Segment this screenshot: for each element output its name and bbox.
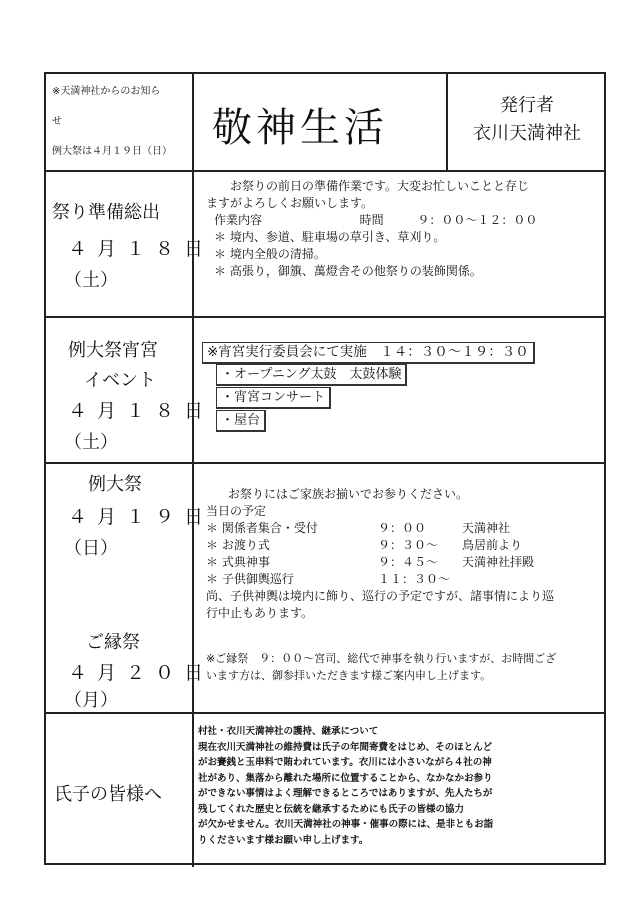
schedule-row bbox=[206, 537, 602, 554]
eve-headline: ※宵宮実行委員会にて実施 １４：３０～１９：３０ bbox=[202, 342, 535, 364]
schedule-name: ＊ お渡り式 bbox=[206, 538, 270, 552]
schedule-time: ９：００ bbox=[378, 521, 427, 535]
goen-label: ご縁祭 bbox=[86, 632, 140, 653]
festival-label: 例大祭 bbox=[88, 474, 142, 495]
page-title: 敬神生活 bbox=[212, 105, 388, 151]
goen-text-1: ※ご縁祭 ９：００～宮司、総代で神事を執り行いますが、お時間ござ bbox=[206, 652, 557, 665]
schedule-place: 鳥居前より bbox=[462, 538, 523, 552]
row-divider-2 bbox=[46, 316, 604, 318]
parishioners-line: 村社・衣川天満神社の護持、継承について bbox=[198, 726, 379, 737]
schedule-name: ＊ 子供御輿巡行 bbox=[206, 572, 294, 586]
parishioners-line: 社があり、集落から離れた場所に位置することから、なかなかお参り bbox=[198, 772, 493, 784]
time-value: ９：００～１２：００ bbox=[417, 213, 538, 227]
parishioners-line: ができない事情はよく理解できるところではありますが、先人たちが bbox=[198, 788, 493, 799]
prep-item: ＊ 境内全般の清掃。 bbox=[214, 247, 326, 261]
row-divider-1 bbox=[46, 170, 604, 172]
eve-date: ４月１８日 bbox=[68, 400, 214, 422]
schedule-row bbox=[206, 554, 602, 571]
eve-item: ・屋台 bbox=[216, 410, 266, 432]
prep-intro-1: お祭りの前日の準備作業です。大変お忙しいことと存じ bbox=[230, 179, 530, 193]
schedule-time: １１：３０～ bbox=[378, 572, 451, 586]
schedule-place: 天満神社拝殿 bbox=[462, 555, 535, 569]
goen-date: ４月２０日 bbox=[68, 662, 214, 684]
festival-note-1: 尚、子供神輿は境内に飾り、巡行の予定ですが、諸事情により巡 bbox=[206, 589, 555, 603]
publisher-name: 衣川天満神社 bbox=[473, 123, 581, 144]
goen-text-2: います方は、御参拝いただきます様ご案内申し上げます。 bbox=[206, 669, 492, 682]
parishioners-line: が欠かせません。衣川天満神社の神事・催事の際には、是非ともお詣 bbox=[198, 819, 494, 830]
work-label: 作業内容 bbox=[214, 213, 263, 227]
festival-weekday: （日） bbox=[64, 538, 118, 559]
festival-note-2: 行中止もあります。 bbox=[206, 606, 314, 620]
eve-label-1: 例大祭宵宮 bbox=[68, 340, 158, 361]
column-divider bbox=[192, 74, 194, 867]
time-label: 時間 bbox=[359, 213, 384, 227]
festival-content bbox=[206, 486, 602, 622]
prep-content bbox=[206, 178, 602, 280]
eve-item: ・宵宮コンサート bbox=[216, 387, 331, 409]
publisher-label: 発行者 bbox=[500, 95, 554, 116]
publisher bbox=[448, 92, 606, 148]
festival-intro: お祭りにはご家族お揃いでお参りください。 bbox=[228, 487, 469, 501]
prep-item: ＊ 高張り，御籏、萬燈舎その他祭りの装飾関係。 bbox=[214, 264, 482, 278]
parishioners-content bbox=[198, 724, 604, 848]
eve-weekday: （土） bbox=[64, 432, 118, 453]
newsletter-page bbox=[44, 72, 606, 865]
prep-date: ４月１８日 bbox=[68, 238, 214, 260]
goen-weekday: （月） bbox=[64, 690, 118, 711]
notice-line-3: 例大祭は４月１９日（日） bbox=[52, 146, 172, 157]
schedule-name: ＊ 関係者集合・受付 bbox=[206, 521, 318, 535]
row-divider-4 bbox=[46, 712, 604, 714]
eve-label-2: イベント bbox=[84, 370, 156, 391]
prep-item: ＊ 境内、参道、駐車場の草引き、草刈り。 bbox=[214, 230, 446, 244]
prep-weekday: （土） bbox=[64, 270, 118, 291]
schedule-name: ＊ 式典神事 bbox=[206, 555, 270, 569]
schedule-place: 天満神社 bbox=[462, 521, 511, 535]
parishioners-label: 氏子の皆様へ bbox=[54, 784, 162, 805]
notice-line-2: せ bbox=[52, 116, 62, 127]
parishioners-line: がお賽銭と玉串料で賄われています。衣川には小さいながら４社の神 bbox=[198, 757, 492, 768]
parishioners-line: 残してくれた歴史と伝統を継承するためにも氏子の皆様の協力 bbox=[198, 803, 465, 815]
schedule-title: 当日の予定 bbox=[206, 504, 267, 518]
parishioners-line: りくださいます様お願い申し上げます。 bbox=[198, 834, 369, 846]
eve-item: ・オープニング太鼓 太鼓体験 bbox=[216, 364, 407, 386]
schedule-row bbox=[206, 520, 602, 537]
goen-content bbox=[206, 650, 602, 684]
row-divider-3 bbox=[46, 462, 604, 464]
prep-intro-2: ますがよろしくお願いします。 bbox=[206, 196, 374, 210]
schedule-row bbox=[206, 571, 602, 588]
parishioners-line: 現在衣川天満神社の維持費は氏子の年間寄費をはじめ、そのほとんど bbox=[198, 741, 493, 753]
prep-time-row bbox=[214, 212, 602, 229]
schedule-time: ９：４５～ bbox=[378, 555, 439, 569]
schedule-time: ９：３０～ bbox=[378, 538, 439, 552]
prep-label: 祭り準備総出 bbox=[52, 202, 160, 223]
festival-date: ４月１９日 bbox=[68, 506, 214, 528]
notice-line-1: ※天満神社からのお知ら bbox=[52, 86, 161, 97]
